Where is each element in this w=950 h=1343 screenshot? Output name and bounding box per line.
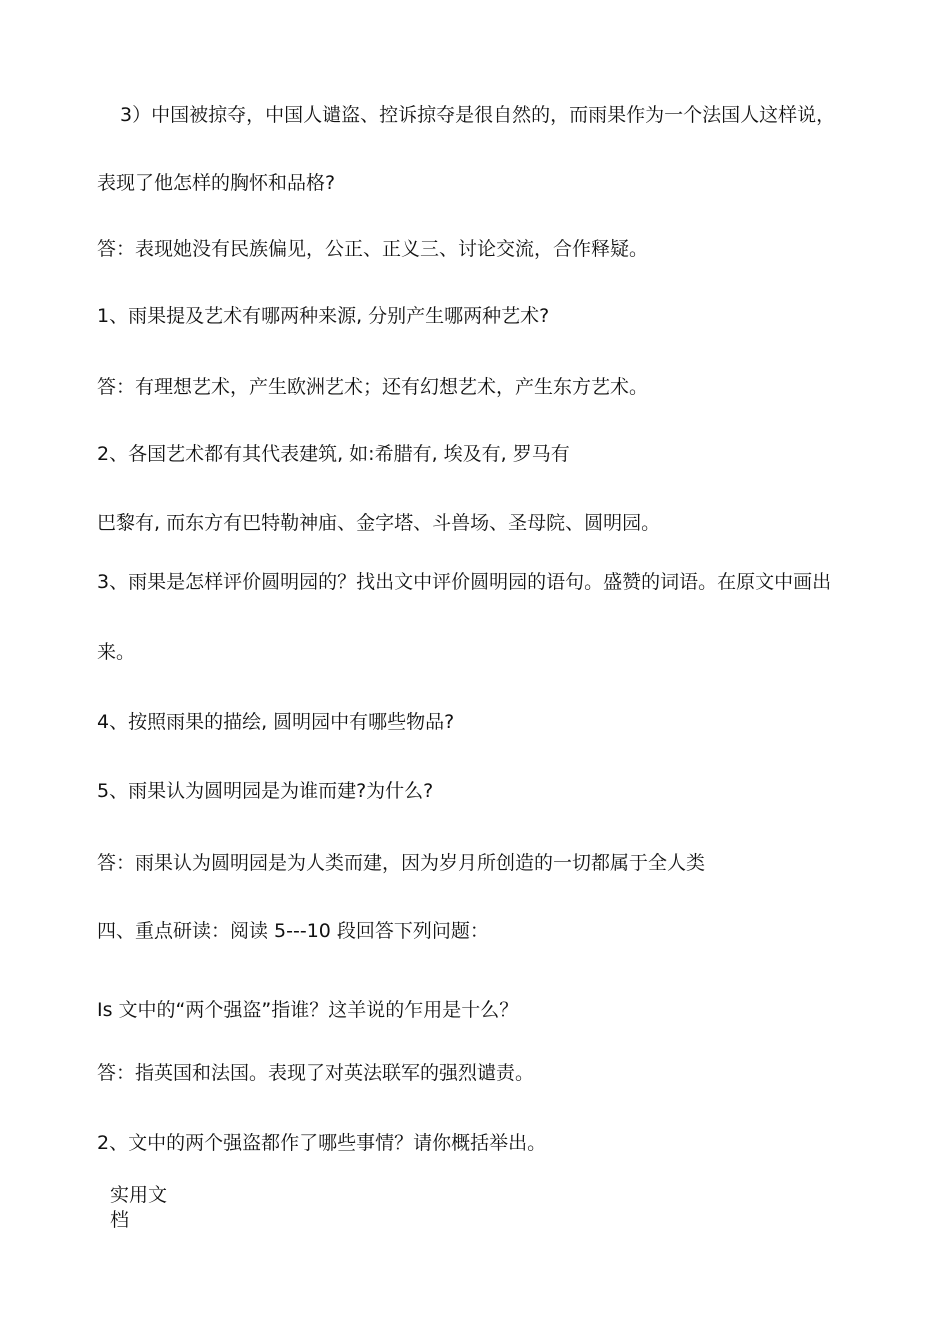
footer-watermark (110, 1183, 167, 1233)
text-line: 5、雨果认为圆明园是为谁而建?为什么? (97, 780, 434, 802)
footer-line: 档 (110, 1209, 130, 1231)
text-line: Is 文中的“两个强盗”指谁？这羊说的乍用是十么？ (97, 999, 519, 1021)
text-line: 答：有理想艺术，产生欧洲艺术；还有幻想艺术，产生东方艺术。 (97, 376, 649, 398)
text-line: 表现了他怎样的胸怀和品格? (97, 172, 336, 194)
text-line: 1、雨果提及艺术有哪两种来源, 分别产生哪两种艺术? (97, 305, 550, 327)
text-line: 4、按照雨果的描绘, 圆明园中有哪些物品? (97, 711, 455, 733)
text-line: 3、雨果是怎样评价圆明园的？找出文中评价圆明园的语句。盛赞的词语。在原文中画出 (97, 571, 832, 593)
text-line: 答：表现她没有民族偏见，公正、正义三、讨论交流，合作释疑。 (97, 238, 649, 260)
section-heading: 四、重点研读：阅读 5---10 段回答下列问题： (97, 920, 489, 942)
text-line: 2、各国艺术都有其代表建筑, 如:希腊有, 埃及有, 罗马有 (97, 443, 570, 465)
text-line: 2、文中的两个强盗都作了哪些事情？请你概括举出。 (97, 1132, 547, 1154)
text-line: 3）中国被掠夺，中国人谴盗、控诉掠夺是很自然的，而雨果作为一个法国人这样说， (120, 104, 836, 126)
text-line: 来。 (97, 641, 136, 663)
text-line: 答：指英国和法国。表现了对英法联军的强烈谴责。 (97, 1062, 535, 1084)
text-line: 巴黎有, 而东方有巴特勒神庙、金字塔、斗兽场、圣母院、圆明园。 (97, 512, 661, 534)
footer-line: 实用文 (110, 1184, 168, 1206)
text-line: 答：雨果认为圆明园是为人类而建，因为岁月所创造的一切都属于全人类 (97, 852, 706, 874)
